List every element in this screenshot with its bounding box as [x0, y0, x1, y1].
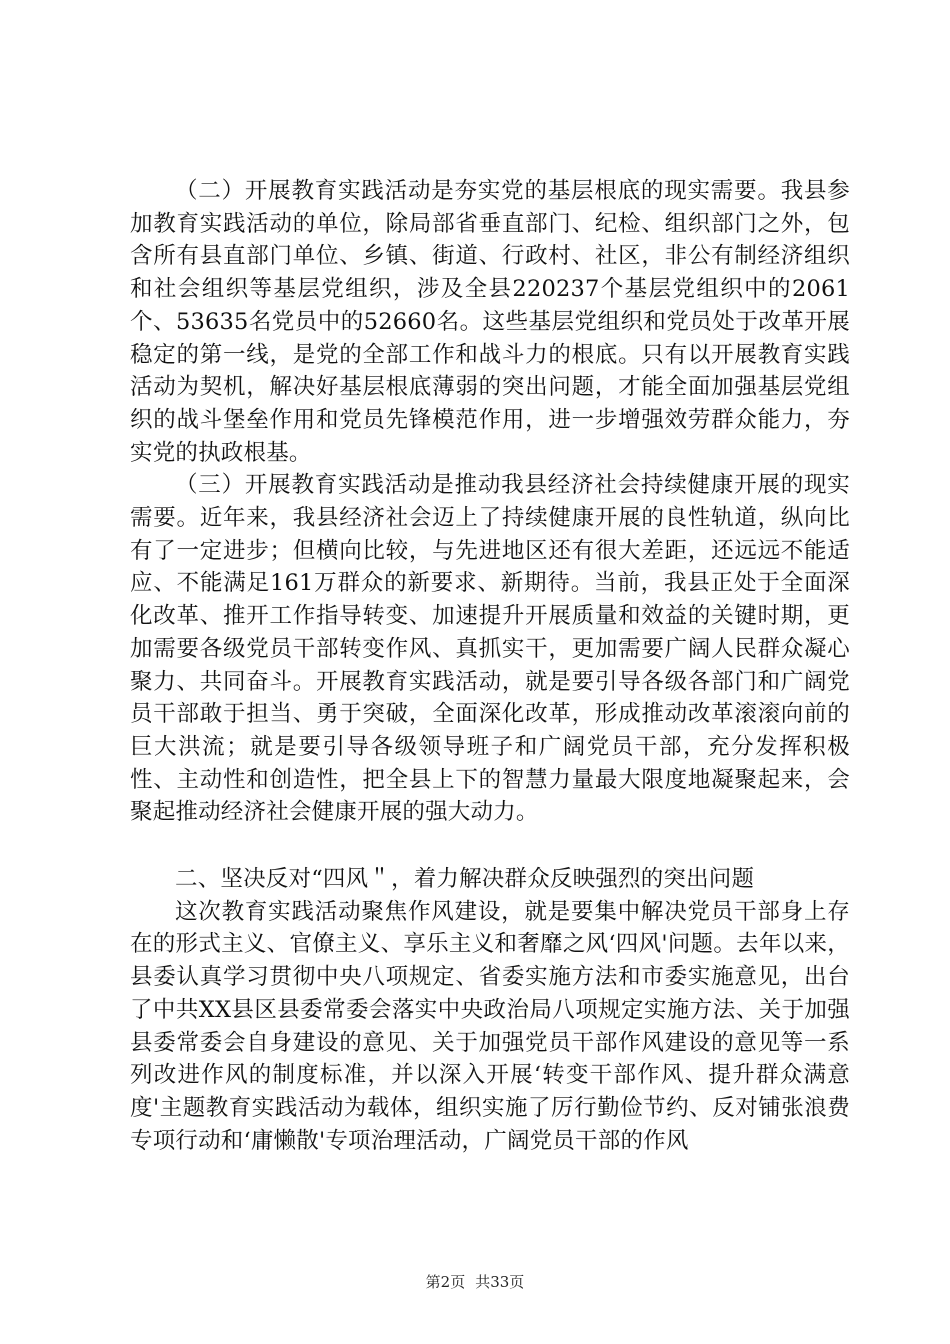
- paragraph-gap: [130, 829, 850, 863]
- page-number: 第2页: [425, 1273, 466, 1291]
- paragraph-section-2: （二）开展教育实践活动是夯实党的基层根底的现实需要。我县参加教育实践活动的单位，除局部省垂直部门、纪检、组织部门之外，包含所有县直部门单位、乡镇、街道、行政村、社区，非公有制经济组织和社会组织等基层党组织，涉及全县220237个基层党组织中的2061个、53635名党员中的52660名。这些基层党组织和党员处于改革开展稳定的第一线，是党的全部工作和战斗力的根底。只有以开展教育实践活动为契机，解决好基层根底薄弱的突出问题，才能全面加强基层党组织的战斗堡垒作用和党员先锋模范作用，进一步增强效劳群众能力，夯实党的执政根基。: [130, 178, 850, 466]
- document-body: [130, 175, 850, 1157]
- page-total: 共33页: [475, 1273, 525, 1291]
- page-footer: [0, 1272, 950, 1292]
- paragraph-section-3: （三）开展教育实践活动是推动我县经济社会持续健康开展的现实需要。近年来，我县经济社会迈上了持续健康开展的良性轨道，纵向比有了一定进步；但横向比较，与先进地区还有很大差距，还远远不能适应、不能满足161万群众的新要求、新期待。当前，我县正处于全面深化改革、推开工作指导转变、加速提升开展质量和效益的关键时期，更加需要各级党员干部转变作风、真抓实干，更加需要广阔人民群众凝心聚力、共同奋斗。开展教育实践活动，就是要引导各级各部门和广阔党员干部敢于担当、勇于突破，全面深化改革，形成推动改革滚滚向前的巨大洪流；就是要引导各级领导班子和广阔党员干部，充分发挥积极性、主动性和创造性，把全县上下的智慧力量最大限度地凝聚起来，会聚起推动经济社会健康开展的强大动力。: [130, 472, 850, 826]
- paragraph-section-body: 这次教育实践活动聚焦作风建设，就是要集中解决党员干部身上存在的形式主义、官僚主义、享乐主义和奢靡之风‘四风'问题。去年以来，县委认真学习贯彻中央八项规定、省委实施方法和市委实施意见，出台了中共XX县区县委常委会落实中央政治局八项规定实施方法、关于加强县委常委会自身建设的意见、关于加强党员干部作风建设的意见等一系列改进作风的制度标准，并以深入开展‘转变干部作风、提升群众满意度'主题教育实践活动为载体，组织实施了厉行勤俭节约、反对铺张浪费专项行动和‘庸懒散'专项治理活动，广阔党员干部的作风: [130, 898, 850, 1154]
- section-heading: 二、坚决反对“四风＂，着力解决群众反映强烈的突出问题: [175, 866, 755, 893]
